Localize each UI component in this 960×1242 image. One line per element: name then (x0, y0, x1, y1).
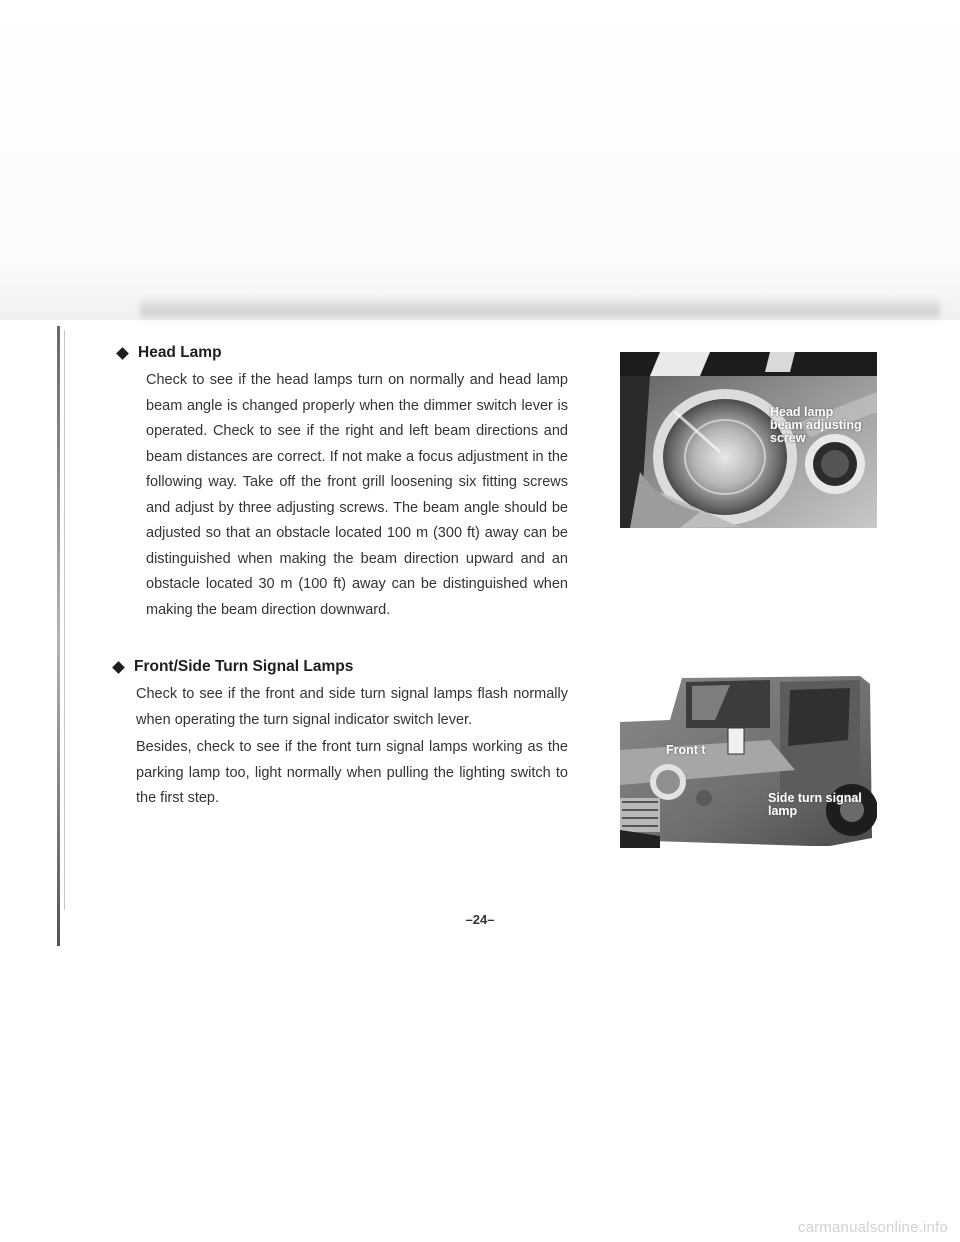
turn-signal-side-caption: Side turn signal lamp (768, 791, 862, 818)
page-binding-edge-inner (64, 330, 65, 910)
head-lamp-body (116, 368, 568, 623)
turn-signal-photo-illustration (620, 670, 877, 848)
turn-signal-paragraph-1: Check to see if the front and side turn signal lamps flash normally when operating the turn signal indicator switch lever. (136, 686, 568, 728)
head-lamp-paragraph: Check to see if the head lamps turn on normally and head lamp beam angle is changed properly when the dimmer switch lever is operated. Check to see if the right and left beam directions and beam distances are correct. If not make a focus adjustment in the following way. Take off the front grill loosening six fitting screws and adjust by three adjusting screws. The beam angle should be adjusted so that an obstacle located 100 m (300 ft) away can be distinguished when making the beam direction upward and an obstacle located 30 m (100 ft) away can be distinguished when making the beam direction downward. (146, 372, 568, 618)
diamond-bullet-icon (116, 347, 129, 360)
turn-signal-body (112, 682, 568, 812)
head-lamp-section (116, 344, 568, 625)
turn-signal-heading (112, 658, 568, 676)
head-lamp-title: Head Lamp (138, 344, 222, 361)
page-number: –24– (465, 912, 495, 927)
head-lamp-photo (620, 352, 877, 528)
turn-signal-photo (620, 670, 877, 848)
scan-background (0, 0, 960, 320)
turn-signal-paragraph-2: Besides, check to see if the front turn signal lamps working as the parking lamp too, light normally when pulling the lighting switch to the first step. (136, 739, 568, 806)
diamond-bullet-icon (112, 661, 125, 674)
head-lamp-photo-caption: Head lamp beam adjusting screw (770, 405, 862, 445)
page-binding-edge (57, 326, 60, 946)
turn-signal-section (112, 658, 568, 814)
head-lamp-heading (116, 344, 568, 362)
turn-signal-front-caption: Front t (666, 743, 706, 757)
scan-shadow (140, 296, 940, 322)
turn-signal-title: Front/Side Turn Signal Lamps (134, 658, 354, 675)
watermark: carmanualsonline.info (797, 1219, 948, 1236)
